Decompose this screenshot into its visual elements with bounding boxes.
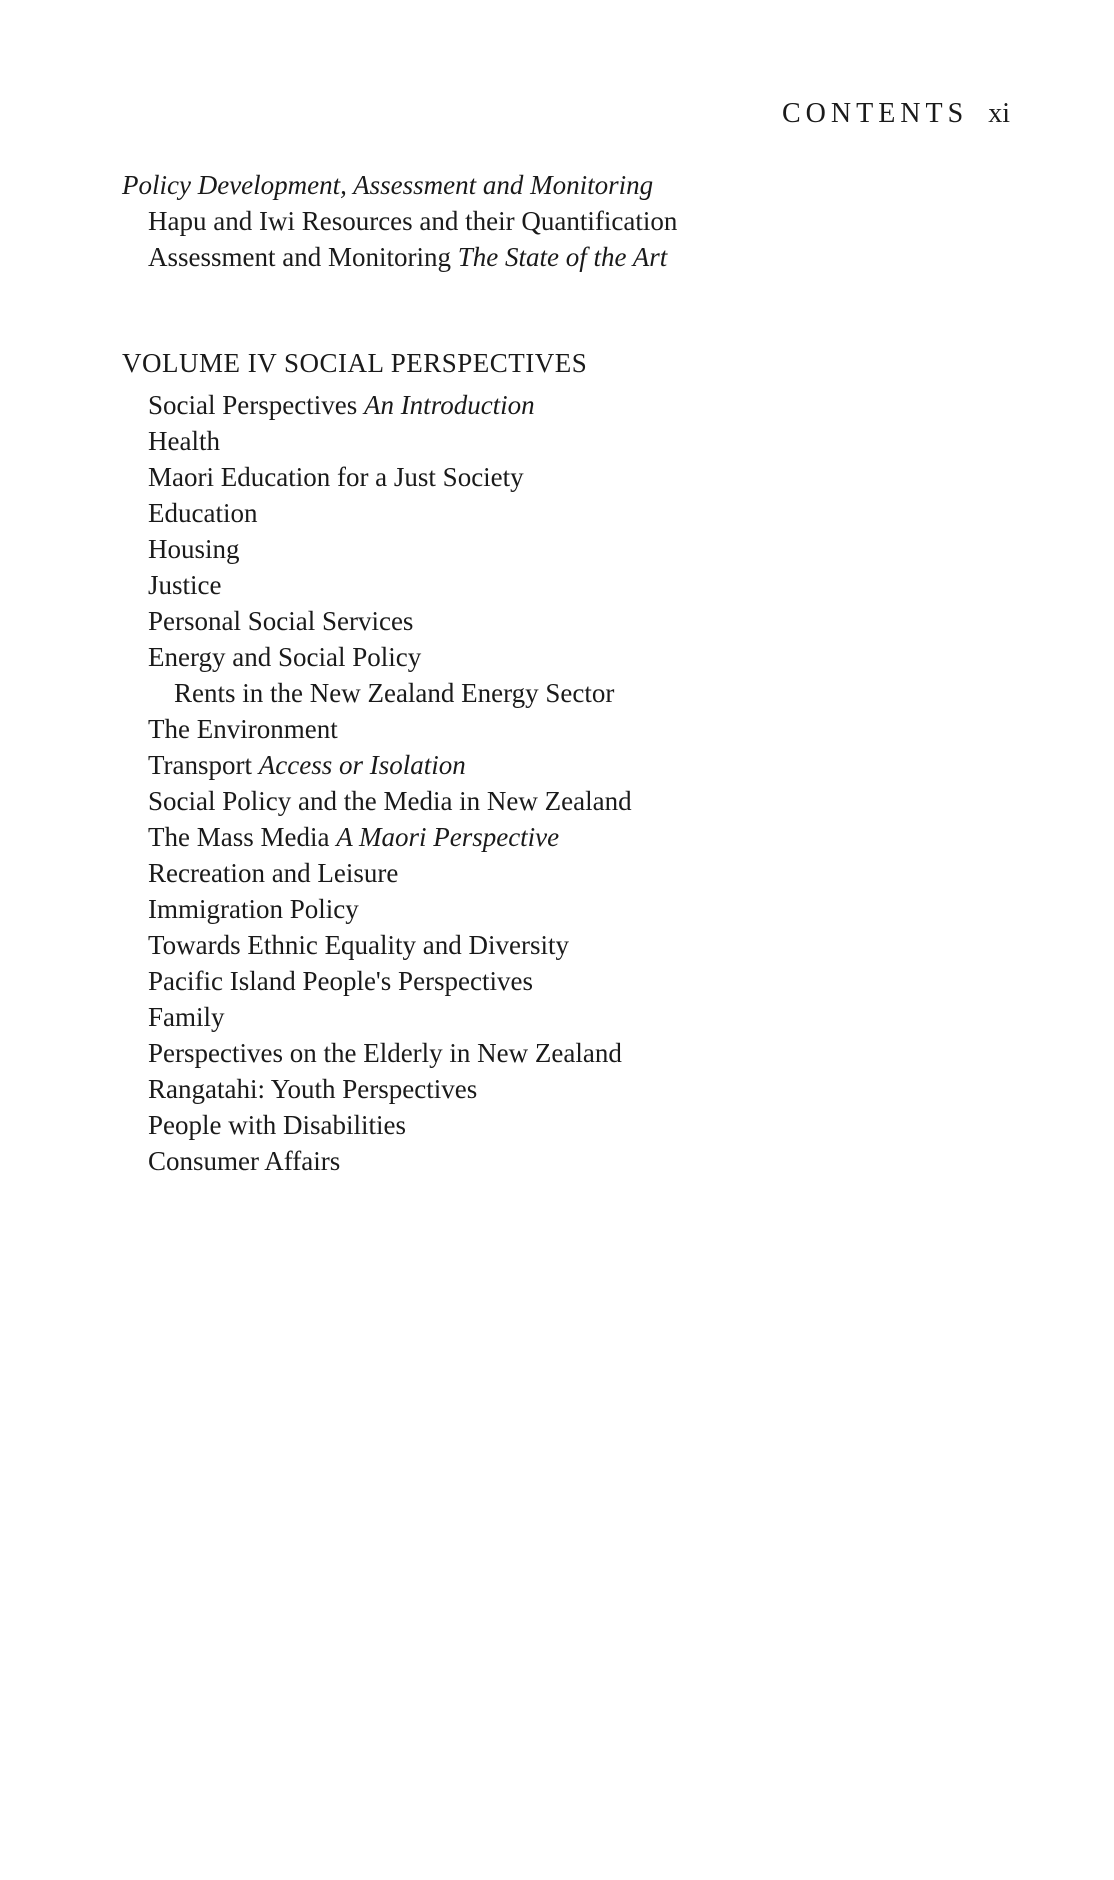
toc-entry-title: People with Disabilities (148, 1110, 406, 1140)
toc-entry (148, 964, 533, 998)
section-heading: Policy Development, Assessment and Monitoring (122, 170, 654, 200)
toc-entry (148, 784, 632, 818)
toc-entry (148, 712, 338, 746)
toc-entry-title: Justice (148, 570, 222, 600)
toc-entry-title: Hapu and Iwi Resources and their Quantification (148, 206, 678, 236)
toc-entry-title: Rents in the New Zealand Energy Sector (174, 678, 615, 708)
toc-entry-title: Housing (148, 534, 240, 564)
toc-entry-title: The Environment (148, 714, 338, 744)
toc-entry-title: Education (148, 498, 258, 528)
toc-entry (148, 820, 559, 854)
toc-entry (148, 748, 466, 782)
toc-entry-title: Personal Social Services (148, 606, 414, 636)
toc-entry-title: Transport (148, 750, 253, 780)
toc-entry (148, 388, 535, 422)
toc-entry-title: Perspectives on the Elderly in New Zealand (148, 1038, 622, 1068)
running-head-title: CONTENTS (781, 98, 969, 129)
toc-entry-title: Maori Education for a Just Society (148, 462, 524, 492)
toc-entry-subtitle: A Maori Perspective (336, 822, 560, 852)
toc-entry (148, 1108, 406, 1142)
toc-entry (148, 568, 222, 602)
toc-entry-title: Family (148, 1002, 225, 1032)
toc-entry (148, 892, 359, 926)
toc-entry (148, 204, 677, 238)
toc-entry-title: Assessment and Monitoring (148, 242, 451, 272)
toc-entry (148, 856, 398, 890)
toc-entry (148, 1072, 477, 1106)
toc-entry-title: Consumer Affairs (148, 1146, 341, 1176)
toc-entry-title: Social Perspectives (148, 390, 358, 420)
toc-entry-subtitle: An Introduction (363, 390, 535, 420)
toc-entry-title: Immigration Policy (148, 894, 359, 924)
toc-entry (148, 1144, 340, 1178)
toc-entry-title: Health (148, 426, 220, 456)
toc-entry-title: Towards Ethnic Equality and Diversity (148, 930, 570, 960)
toc-entry (148, 1036, 622, 1070)
toc-entry-title: Pacific Island People's Perspectives (148, 966, 534, 996)
toc-entry-title: Energy and Social Policy (148, 642, 422, 672)
running-head (782, 96, 1010, 132)
volume-heading: VOLUME IV SOCIAL PERSPECTIVES (122, 348, 588, 378)
toc-entry (148, 640, 421, 674)
toc-entry-title: Social Policy and the Media in New Zealand (148, 786, 632, 816)
toc-entry-title: Recreation and Leisure (148, 858, 399, 888)
toc-entry-subtitle: The State of the Art (457, 242, 668, 272)
toc-entry (148, 604, 413, 638)
toc-entry-title: Rangatahi: Youth Perspectives (148, 1074, 478, 1104)
toc-entry (148, 532, 240, 566)
toc-entry (148, 496, 257, 530)
toc-entry (148, 1000, 225, 1034)
toc-entry (148, 928, 569, 962)
toc-entry (174, 676, 614, 710)
toc-entry (148, 240, 667, 274)
page-number: xi (988, 98, 1010, 129)
toc-entry (148, 424, 220, 458)
toc-entry (148, 460, 524, 494)
toc-entry-title: The Mass Media (148, 822, 330, 852)
toc-entry-subtitle: Access or Isolation (258, 750, 466, 780)
